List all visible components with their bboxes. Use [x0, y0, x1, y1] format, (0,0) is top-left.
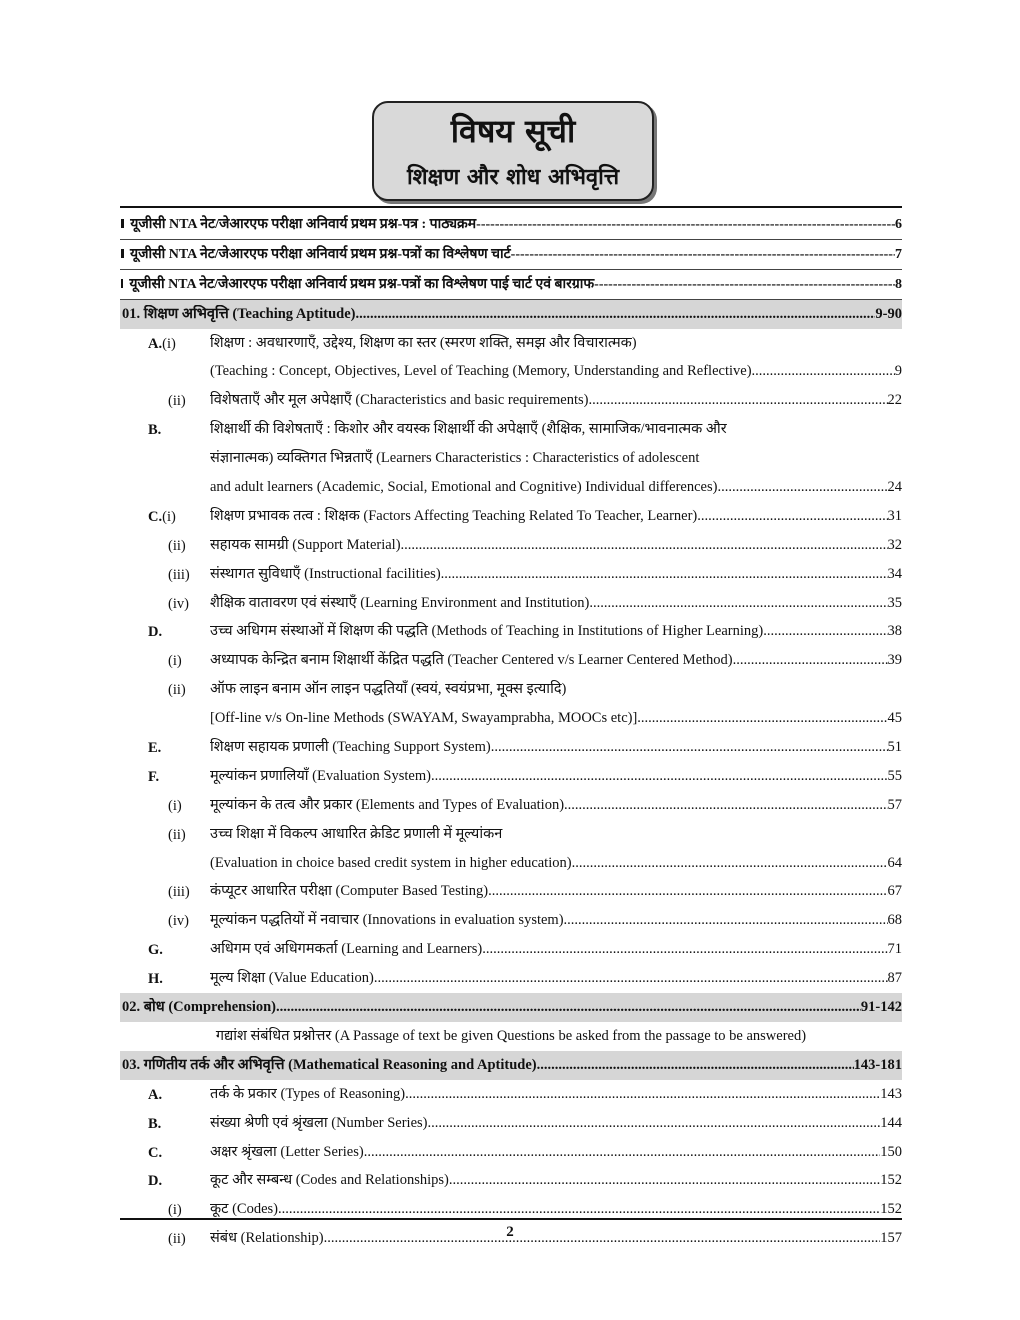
item-label: H.	[148, 971, 163, 988]
section-note: गद्यांश संबंधित प्रश्नोत्तर (A Passage of text be given Questions be asked from the passage to be answered)	[215, 1027, 807, 1044]
toc-entry-text: अक्षर श्रृंखला (Letter Series)	[210, 1143, 364, 1160]
toc-page-number: 150	[880, 1143, 902, 1160]
toc-page-number: 8	[895, 276, 902, 292]
toc-entry-text: यूजीसी NTA नेट/जेआरएफ परीक्षा अनिवार्य प्रथम प्रश्न-पत्र : पाठ्यक्रम	[130, 217, 477, 232]
toc-page-number: 34	[887, 565, 902, 582]
toc-page-number: 87	[887, 970, 902, 987]
section-heading-teaching-aptitude	[120, 300, 902, 329]
toc-row	[120, 560, 902, 589]
dash-leader	[476, 215, 895, 234]
toc-row	[120, 386, 902, 415]
dash-leader	[511, 245, 895, 264]
toc-bullet-row	[120, 210, 902, 240]
toc-entry-text: कूट (Codes)	[210, 1201, 278, 1218]
dot-leader	[491, 738, 888, 757]
item-label: A.	[148, 1086, 163, 1103]
item-label: A.(i)	[148, 335, 176, 352]
item-label: (ii)	[168, 826, 186, 843]
dot-leader	[276, 998, 861, 1017]
dot-leader	[564, 911, 888, 930]
dot-leader	[752, 362, 895, 381]
toc-entry-text: उच्च शिक्षा में विकल्प आधारित क्रेडिट प्रणाली में मूल्यांकन	[210, 825, 503, 842]
toc-entry-text: संख्या श्रेणी एवं श्रृंखला (Number Series)	[210, 1114, 428, 1131]
toc-page-number: 152	[880, 1172, 902, 1189]
toc-entry-text: शिक्षण सहायक प्रणाली (Teaching Support System)	[210, 739, 491, 756]
toc-entry-text: [Off-line v/s On-line Methods (SWAYAM, Swayamprabha, MOOCs etc)]	[210, 710, 638, 727]
dash-leader	[594, 275, 895, 294]
toc-page-number: 152	[880, 1201, 902, 1218]
item-label: (ii)	[168, 393, 186, 410]
section-heading-mathematical-reasoning	[120, 1051, 902, 1080]
toc-page-number: 24	[887, 479, 902, 496]
dot-leader	[589, 594, 887, 613]
square-bullet-icon	[121, 249, 124, 258]
toc-row	[120, 1080, 902, 1109]
dot-leader	[364, 1143, 881, 1162]
toc-entry-text: मूल्यांकन के तत्व और प्रकार (Elements and Types of Evaluation)	[210, 796, 565, 813]
dot-leader	[763, 622, 887, 641]
toc-page-number: 55	[887, 767, 902, 784]
dot-leader	[401, 536, 888, 555]
dot-leader	[441, 565, 888, 584]
toc-entry-text: यूजीसी NTA नेट/जेआरएफ परीक्षा अनिवार्य प्रथम प्रश्न-पत्रों का विश्लेषण पाई चार्ट एवं बारग्राफ	[129, 276, 595, 292]
square-bullet-icon	[121, 219, 124, 228]
square-bullet-icon	[121, 279, 123, 288]
dot-leader	[374, 969, 888, 988]
item-label: E.	[148, 740, 162, 757]
item-label: (iii)	[168, 884, 190, 901]
item-label: (i)	[168, 653, 182, 670]
page-title: विषय सूची	[450, 112, 576, 150]
dot-leader	[572, 854, 888, 873]
toc-entry-text: संस्थागत सुविधाएँ (Instructional facilities)	[210, 565, 441, 582]
dot-leader	[733, 651, 888, 670]
toc-bullet-row	[120, 240, 902, 270]
toc-row	[120, 1022, 902, 1051]
toc-entry-text: मूल्यांकन पद्धतियों में नवाचार (Innovations in evaluation system)	[210, 912, 564, 929]
toc-page-number: 143	[880, 1085, 902, 1102]
item-label: (ii)	[168, 537, 186, 554]
toc-entry-text: तर्क के प्रकार (Types of Reasoning)	[210, 1085, 406, 1102]
toc-entry-text: (Teaching : Concept, Objectives, Level of Teaching (Memory, Understanding and Reflective)	[210, 363, 752, 380]
toc-row	[120, 473, 902, 502]
item-label: D.	[148, 624, 163, 641]
toc-entry-text: and adult learners (Academic, Social, Emotional and Cognitive) Individual differences)	[210, 479, 718, 496]
title-box	[372, 101, 654, 201]
dot-leader	[431, 767, 888, 786]
item-label: B.	[148, 1115, 162, 1132]
toc-page-number: 31	[887, 507, 902, 524]
section-heading-comprehension	[120, 993, 902, 1022]
dot-leader	[278, 1200, 880, 1219]
dot-leader	[537, 1056, 854, 1075]
dot-leader	[427, 1114, 880, 1133]
bottom-rule	[120, 1218, 902, 1220]
item-label: (iii)	[168, 566, 190, 583]
dot-leader	[637, 709, 887, 728]
toc-row	[120, 444, 902, 473]
toc-entry-text: संबंध (Relationship)	[210, 1230, 324, 1247]
section-page-range: 143-181	[853, 1056, 902, 1073]
section-title: 01. शिक्षण अभिवृत्ति (Teaching Aptitude)	[122, 305, 356, 322]
toc-row	[120, 1138, 902, 1167]
toc-row	[120, 589, 902, 618]
dot-leader	[697, 507, 887, 526]
toc-page-number: 157	[880, 1230, 902, 1247]
toc-entry-text: मूल्यांकन प्रणालियाँ (Evaluation System)	[210, 767, 431, 784]
item-label: D.	[148, 1173, 163, 1190]
toc-row	[120, 531, 902, 560]
toc-entry-text: मूल्य शिक्षा (Value Education)	[210, 970, 374, 987]
toc-entry-text: यूजीसी NTA नेट/जेआरएफ परीक्षा अनिवार्य प्रथम प्रश्न-पत्रों का विश्लेषण चार्ट	[129, 246, 511, 262]
toc-row	[120, 646, 902, 675]
toc-page-number: 7	[895, 246, 902, 262]
table-of-contents	[120, 210, 902, 1253]
toc-row	[120, 357, 902, 386]
item-label: G.	[148, 942, 163, 959]
dot-leader	[488, 882, 887, 901]
item-label: C.(i)	[148, 508, 176, 525]
toc-entry-text: शिक्षण : अवधारणाएँ, उद्देश्य, शिक्षण का स्तर (स्मरण शक्ति, समझ और विचारात्मक)	[210, 334, 637, 351]
toc-page-number: 71	[887, 941, 902, 958]
toc-row	[120, 675, 902, 704]
toc-page-number: 68	[887, 912, 902, 929]
toc-page-number: 64	[887, 854, 902, 871]
toc-row	[120, 1109, 902, 1138]
item-label: (ii)	[168, 1231, 186, 1248]
toc-page-number: 35	[887, 594, 902, 611]
toc-page-number: 6	[895, 217, 902, 232]
dot-leader	[564, 796, 887, 815]
toc-row	[120, 733, 902, 762]
toc-page-number: 144	[880, 1114, 902, 1131]
toc-entry-text: संज्ञानात्मक) व्यक्तिगत भिन्नताएँ (Learners Characteristics : Characteristics of adolescent	[210, 450, 700, 467]
toc-row	[120, 877, 902, 906]
toc-page-number: 9	[894, 363, 902, 380]
toc-entry-text: विशेषताएँ और मूल अपेक्षाएँ (Characteristics and basic requirements)	[210, 392, 589, 409]
toc-entry-text: अध्यापक केन्द्रित बनाम शिक्षार्थी केंद्रित पद्धति (Teacher Centered v/s Learner Centered Method)	[210, 652, 733, 669]
toc-row	[120, 906, 902, 935]
toc-bullet-row	[120, 270, 902, 300]
toc-row	[120, 415, 902, 444]
toc-page-number: 67	[887, 883, 902, 900]
toc-row	[120, 502, 902, 531]
page-number: 2	[506, 1224, 514, 1240]
toc-row	[120, 964, 902, 993]
toc-row	[120, 704, 902, 733]
dot-leader	[405, 1085, 880, 1104]
item-label: (ii)	[168, 682, 186, 699]
item-label: C.	[148, 1144, 163, 1161]
item-label: B.	[148, 422, 162, 439]
toc-entry-text: शिक्षण प्रभावक तत्व : शिक्षक (Factors Affecting Teaching Related To Teacher, Learner)	[210, 507, 698, 524]
item-label: (iv)	[168, 595, 189, 612]
toc-entry-text: उच्च अधिगम संस्थाओं में शिक्षण की पद्धति (Methods of Teaching in Institutions of Higher Learning)	[210, 623, 764, 640]
section-title: 02. बोध (Comprehension)	[122, 999, 277, 1016]
section-page-range: 91-142	[860, 999, 902, 1016]
top-rule	[120, 206, 902, 208]
toc-page-number: 38	[887, 623, 902, 640]
toc-entry-text: कंप्यूटर आधारित परीक्षा (Computer Based Testing)	[210, 883, 489, 900]
toc-row	[120, 617, 902, 646]
section-title: 03. गणितीय तर्क और अभिवृत्ति (Mathematical Reasoning and Aptitude)	[122, 1056, 537, 1073]
toc-entry-text: अधिगम एवं अधिगमकर्ता (Learning and Learners)	[210, 941, 483, 958]
toc-row	[120, 935, 902, 964]
toc-row	[120, 762, 902, 791]
toc-entry-text: सहायक सामग्री (Support Material)	[210, 536, 401, 553]
toc-row	[120, 820, 902, 849]
toc-entry-text: शैक्षिक वातावरण एवं संस्थाएँ (Learning Environment and Institution)	[210, 594, 590, 611]
toc-page-number: 32	[887, 536, 902, 553]
toc-page-number: 57	[887, 796, 902, 813]
toc-entry-text: ऑफ लाइन बनाम ऑन लाइन पद्धतियाँ (स्वयं, स्वयंप्रभा, मूक्स इत्यादि)	[210, 681, 567, 698]
section-page-range: 9-90	[875, 305, 902, 322]
toc-page-number: 51	[887, 739, 902, 756]
toc-page-number: 45	[887, 710, 902, 727]
item-label: F.	[148, 768, 160, 785]
item-label: (iv)	[168, 913, 189, 930]
toc-entry-text: कूट और सम्बन्ध (Codes and Relationships)	[210, 1172, 449, 1189]
item-label: (i)	[168, 797, 182, 814]
toc-row	[120, 329, 902, 358]
toc-row	[120, 791, 902, 820]
toc-page-number: 22	[887, 392, 902, 409]
dot-leader	[482, 940, 887, 959]
toc-row	[120, 849, 902, 878]
item-label: (i)	[168, 1202, 182, 1219]
page-subtitle: शिक्षण और शोध अभिवृत्ति	[406, 165, 620, 190]
dot-leader	[356, 305, 876, 324]
dot-leader	[717, 478, 887, 497]
toc-page-number: 39	[887, 652, 902, 669]
toc-entry-text: (Evaluation in choice based credit system in higher education)	[210, 854, 572, 871]
toc-row	[120, 1166, 902, 1195]
dot-leader	[449, 1171, 880, 1190]
toc-entry-text: शिक्षार्थी की विशेषताएँ : किशोर और वयस्क शिक्षार्थी की अपेक्षाएँ (शैक्षिक, सामाजिक/भावनात्मक और	[210, 421, 727, 438]
dot-leader	[588, 391, 887, 410]
